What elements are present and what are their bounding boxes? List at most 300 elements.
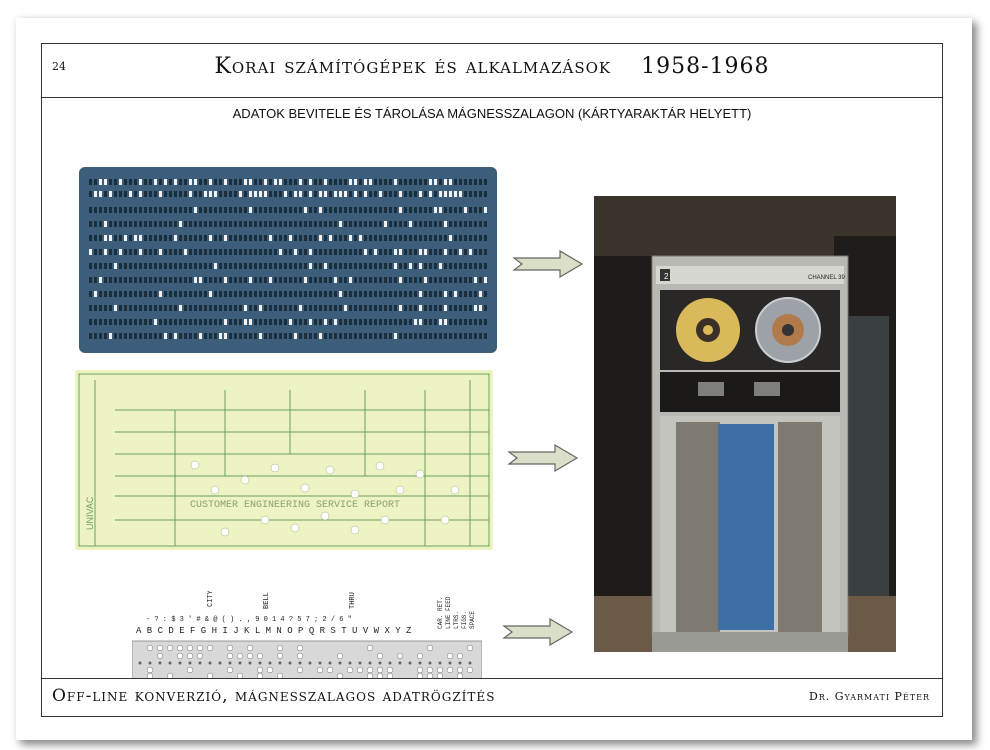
card-position — [234, 221, 237, 227]
card-position — [334, 221, 337, 227]
tape-hole — [447, 653, 453, 659]
card-position — [129, 179, 132, 185]
card-position — [269, 191, 272, 197]
card-position — [129, 333, 132, 339]
tape-hole — [157, 645, 163, 651]
card-position — [404, 319, 407, 325]
card-position — [294, 235, 297, 241]
card-position — [389, 277, 392, 283]
card-position — [144, 249, 147, 255]
card-position — [219, 263, 222, 269]
card-position — [404, 249, 407, 255]
card-position — [214, 235, 217, 241]
card-position — [259, 319, 262, 325]
card-position — [434, 319, 437, 325]
card-position — [344, 333, 347, 339]
card-position — [199, 191, 202, 197]
card-position — [179, 249, 182, 255]
punched-hole — [214, 191, 217, 197]
card-position — [134, 207, 137, 213]
card-position — [399, 319, 402, 325]
card-position — [454, 235, 457, 241]
card-position — [189, 277, 192, 283]
card-position — [109, 277, 112, 283]
card-position — [194, 319, 197, 325]
card-position — [109, 221, 112, 227]
card-position — [154, 333, 157, 339]
card-position — [219, 249, 222, 255]
card-position — [284, 235, 287, 241]
card-position — [479, 221, 482, 227]
punched-hole — [326, 466, 334, 474]
card-position — [89, 291, 92, 297]
card-position — [339, 207, 342, 213]
card-position — [89, 191, 92, 197]
punched-hole — [294, 333, 297, 339]
card-position — [214, 277, 217, 283]
card-position — [464, 249, 467, 255]
channel-label: CHANNEL 39 — [808, 275, 845, 281]
card-position — [314, 305, 317, 311]
card-position — [464, 191, 467, 197]
punched-hole — [399, 207, 402, 213]
punched-hole — [224, 277, 227, 283]
punched-hole — [249, 207, 252, 213]
card-position — [429, 277, 432, 283]
card-position — [424, 221, 427, 227]
card-position — [189, 235, 192, 241]
card-position — [264, 263, 267, 269]
punched-hole — [224, 333, 227, 339]
punched-hole — [224, 319, 227, 325]
card-position — [194, 249, 197, 255]
card-position — [164, 207, 167, 213]
tape-hole — [257, 667, 263, 673]
punched-hole — [104, 249, 107, 255]
card-position — [214, 333, 217, 339]
card-position — [159, 305, 162, 311]
card-position — [429, 319, 432, 325]
card-position — [444, 207, 447, 213]
card-position — [344, 221, 347, 227]
card-position — [264, 235, 267, 241]
card-position — [444, 235, 447, 241]
card-position — [449, 207, 452, 213]
card-position — [279, 263, 282, 269]
card-position — [169, 263, 172, 269]
punched-hole — [221, 528, 229, 536]
card-position — [189, 221, 192, 227]
card-position — [374, 179, 377, 185]
card-position — [394, 191, 397, 197]
card-position — [404, 333, 407, 339]
punched-hole — [319, 235, 322, 241]
card-position — [474, 235, 477, 241]
sprocket-hole — [269, 662, 272, 665]
card-position — [404, 277, 407, 283]
card-position — [409, 291, 412, 297]
card-position — [409, 191, 412, 197]
card-position — [469, 319, 472, 325]
tape-label-line-feed: LINE FEED — [445, 596, 452, 629]
card-position — [344, 235, 347, 241]
punched-hole — [224, 179, 227, 185]
card-position — [294, 263, 297, 269]
card-position — [219, 305, 222, 311]
card-position — [424, 191, 427, 197]
punched-hole — [399, 249, 402, 255]
card-position — [364, 277, 367, 283]
tape-hole — [427, 645, 433, 651]
card-position — [204, 305, 207, 311]
sprocket-hole — [459, 662, 462, 665]
card-position — [409, 305, 412, 311]
card-position — [449, 263, 452, 269]
card-position — [219, 179, 222, 185]
card-position — [214, 221, 217, 227]
card-position — [339, 319, 342, 325]
card-position — [194, 333, 197, 339]
card-position — [424, 263, 427, 269]
card-position — [439, 291, 442, 297]
card-position — [469, 235, 472, 241]
card-position — [314, 291, 317, 297]
card-position — [164, 305, 167, 311]
card-position — [334, 263, 337, 269]
card-position — [234, 207, 237, 213]
card-position — [484, 191, 487, 197]
card-position — [269, 291, 272, 297]
punched-hole — [419, 291, 422, 297]
punched-hole — [394, 333, 397, 339]
card-position — [134, 221, 137, 227]
punched-hole — [424, 249, 427, 255]
punched-hole — [164, 333, 167, 339]
card-position — [474, 221, 477, 227]
card-position — [94, 235, 97, 241]
card-position — [244, 291, 247, 297]
card-position — [414, 333, 417, 339]
card-position — [384, 207, 387, 213]
card-position — [144, 277, 147, 283]
card-position — [174, 319, 177, 325]
card-position — [179, 191, 182, 197]
slide — [16, 18, 972, 740]
card-position — [314, 235, 317, 241]
card-position — [109, 263, 112, 269]
card-position — [199, 305, 202, 311]
card-position — [284, 291, 287, 297]
card-position — [194, 191, 197, 197]
card-position — [459, 207, 462, 213]
card-position — [254, 291, 257, 297]
card-position — [374, 235, 377, 241]
punched-hole — [484, 207, 487, 213]
tape-hole — [417, 653, 423, 659]
card-position — [484, 179, 487, 185]
card-position — [99, 319, 102, 325]
card-position — [259, 249, 262, 255]
card-position — [184, 235, 187, 241]
card-position — [404, 291, 407, 297]
tape-hole — [337, 653, 343, 659]
card-position — [154, 249, 157, 255]
card-position — [169, 333, 172, 339]
card-position — [384, 319, 387, 325]
card-position — [219, 319, 222, 325]
card-position — [199, 263, 202, 269]
card-position — [349, 249, 352, 255]
punched-hole — [299, 191, 302, 197]
card-position — [334, 235, 337, 241]
punched-hole — [114, 263, 117, 269]
card-position — [99, 207, 102, 213]
card-position — [404, 235, 407, 241]
punched-hole — [359, 235, 362, 241]
card-position — [94, 305, 97, 311]
card-position — [249, 305, 252, 311]
card-position — [174, 263, 177, 269]
card-position — [204, 291, 207, 297]
sprocket-hole — [249, 662, 252, 665]
card-position — [464, 319, 467, 325]
card-position — [369, 291, 372, 297]
card-position — [334, 333, 337, 339]
tape-hole — [277, 645, 283, 651]
card-position — [469, 263, 472, 269]
card-position — [284, 305, 287, 311]
punched-hole — [434, 207, 437, 213]
card-position — [229, 263, 232, 269]
card-position — [259, 235, 262, 241]
card-position — [394, 277, 397, 283]
tape-hole — [237, 653, 243, 659]
tape-hole — [267, 667, 273, 673]
card-position — [324, 291, 327, 297]
card-position — [274, 235, 277, 241]
tape-label-bell: BELL — [263, 592, 271, 609]
card-position — [229, 191, 232, 197]
card-position — [174, 221, 177, 227]
punched-hole — [309, 179, 312, 185]
card-position — [459, 179, 462, 185]
card-position — [194, 235, 197, 241]
card-position — [399, 333, 402, 339]
card-position — [249, 235, 252, 241]
card-position — [384, 179, 387, 185]
card-position — [369, 333, 372, 339]
card-position — [169, 277, 172, 283]
card-position — [219, 191, 222, 197]
card-position — [114, 333, 117, 339]
card-position — [154, 263, 157, 269]
card-position — [254, 277, 257, 283]
punched-hole — [139, 249, 142, 255]
card-position — [449, 249, 452, 255]
card-position — [119, 333, 122, 339]
card-position — [354, 235, 357, 241]
card-position — [244, 191, 247, 197]
punched-hole — [304, 277, 307, 283]
card-position — [124, 333, 127, 339]
punched-hole — [159, 191, 162, 197]
card-position — [109, 291, 112, 297]
card-position — [144, 319, 147, 325]
punched-hole — [249, 179, 252, 185]
punched-hole — [244, 319, 247, 325]
service-report-image — [75, 370, 493, 550]
punched-hole — [484, 277, 487, 283]
punched-hole — [179, 305, 182, 311]
sprocket-hole — [359, 662, 362, 665]
card-position — [159, 277, 162, 283]
paper-tape-chart — [132, 591, 482, 679]
tape-hole — [227, 667, 233, 673]
card-position — [454, 305, 457, 311]
card-position — [319, 263, 322, 269]
card-position — [369, 305, 372, 311]
card-position — [134, 291, 137, 297]
punched-hole — [424, 277, 427, 283]
punched-hole — [291, 524, 299, 532]
card-position — [184, 277, 187, 283]
card-position — [144, 235, 147, 241]
title-years: 1958-1968 — [641, 54, 770, 79]
card-position — [479, 249, 482, 255]
card-position — [344, 263, 347, 269]
tape-hole — [367, 645, 373, 651]
punched-hole — [416, 470, 424, 478]
card-position — [244, 207, 247, 213]
sprocket-hole — [309, 662, 312, 665]
card-position — [319, 291, 322, 297]
card-position — [239, 319, 242, 325]
card-position — [309, 277, 312, 283]
card-position — [229, 235, 232, 241]
card-position — [314, 333, 317, 339]
card-position — [204, 249, 207, 255]
card-position — [124, 221, 127, 227]
card-position — [274, 207, 277, 213]
punched-hole — [209, 235, 212, 241]
punched-hole — [94, 191, 97, 197]
sprocket-hole — [349, 662, 352, 665]
punched-hole — [174, 333, 177, 339]
card-position — [289, 179, 292, 185]
card-position — [259, 277, 262, 283]
card-position — [434, 291, 437, 297]
card-position — [184, 191, 187, 197]
card-position — [229, 277, 232, 283]
card-position — [214, 249, 217, 255]
card-position — [359, 277, 362, 283]
card-position — [469, 179, 472, 185]
card-position — [379, 277, 382, 283]
punched-hole — [449, 179, 452, 185]
card-position — [119, 235, 122, 241]
card-position — [119, 221, 122, 227]
card-position — [109, 207, 112, 213]
card-position — [189, 305, 192, 311]
card-position — [279, 191, 282, 197]
card-position — [379, 207, 382, 213]
sprocket-hole — [299, 662, 302, 665]
card-position — [329, 179, 332, 185]
card-position — [284, 179, 287, 185]
card-position — [239, 277, 242, 283]
card-position — [389, 263, 392, 269]
card-position — [369, 207, 372, 213]
card-position — [114, 179, 117, 185]
card-position — [134, 333, 137, 339]
card-position — [344, 291, 347, 297]
punched-hole — [109, 333, 112, 339]
card-position — [234, 179, 237, 185]
card-position — [209, 207, 212, 213]
card-position — [419, 179, 422, 185]
card-position — [379, 305, 382, 311]
punched-hole — [271, 464, 279, 472]
punched-hole — [321, 512, 329, 520]
card-position — [169, 179, 172, 185]
punched-hole — [249, 277, 252, 283]
card-position — [394, 207, 397, 213]
punched-hole — [451, 486, 459, 494]
punched-hole — [364, 191, 367, 197]
card-position — [179, 207, 182, 213]
card-position — [224, 221, 227, 227]
card-position — [344, 207, 347, 213]
punched-hole — [354, 191, 357, 197]
punched-hole — [419, 191, 422, 197]
card-position — [129, 263, 132, 269]
sprocket-hole — [439, 662, 442, 665]
card-position — [384, 249, 387, 255]
card-position — [334, 207, 337, 213]
card-position — [299, 235, 302, 241]
card-position — [379, 333, 382, 339]
card-position — [319, 277, 322, 283]
card-position — [364, 333, 367, 339]
card-position — [264, 277, 267, 283]
card-position — [239, 305, 242, 311]
card-position — [99, 291, 102, 297]
card-position — [199, 291, 202, 297]
card-position — [309, 207, 312, 213]
card-position — [239, 179, 242, 185]
card-position — [204, 319, 207, 325]
card-position — [354, 207, 357, 213]
card-position — [404, 263, 407, 269]
punched-hole — [119, 179, 122, 185]
card-position — [234, 191, 237, 197]
card-position — [319, 319, 322, 325]
punched-hole — [159, 291, 162, 297]
punched-hole — [394, 263, 397, 269]
card-position — [129, 319, 132, 325]
card-position — [184, 263, 187, 269]
punched-hole — [334, 319, 337, 325]
card-position — [164, 191, 167, 197]
card-position — [109, 179, 112, 185]
punched-hole — [369, 179, 372, 185]
card-position — [139, 291, 142, 297]
card-position — [354, 305, 357, 311]
card-position — [244, 235, 247, 241]
card-position — [479, 277, 482, 283]
card-position — [424, 235, 427, 241]
punched-hole — [479, 291, 482, 297]
